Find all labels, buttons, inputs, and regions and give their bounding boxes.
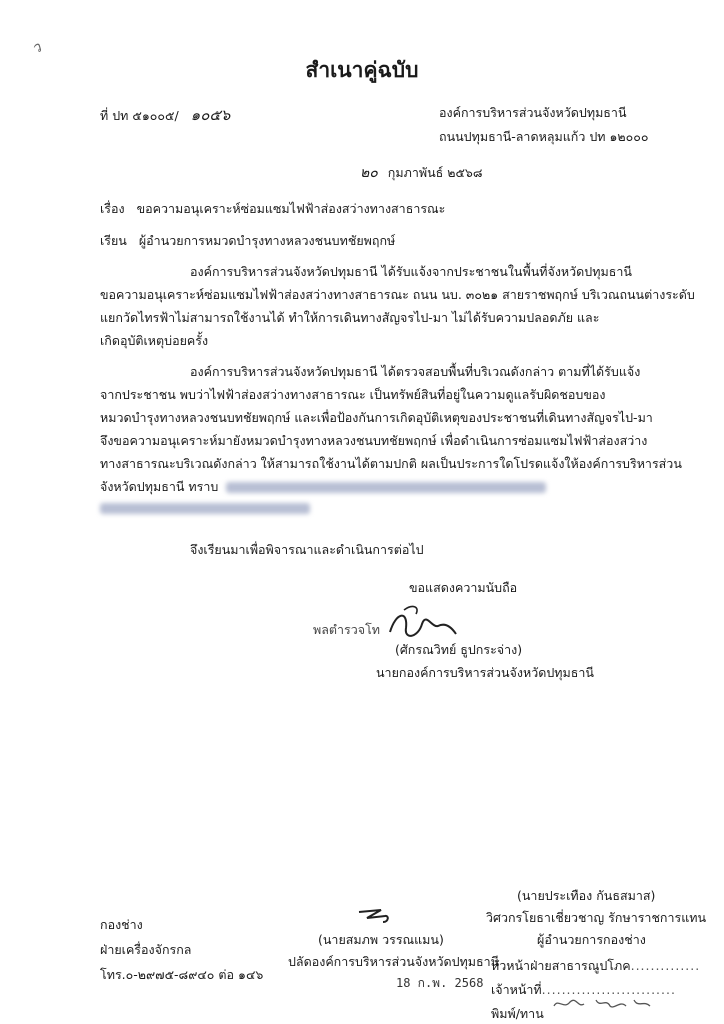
paragraph-2-line-6	[100, 477, 546, 497]
signatory-name: (ศักรณวิทย์ ธูปกระจ่าง)	[395, 642, 523, 657]
engineer-position-1: วิศวกรโยธาเชี่ยวชาญ รักษาราชการแทน	[486, 910, 707, 925]
engineer-position-2: ผู้อำนวยการกองช่าง	[537, 932, 646, 947]
engineer-name: (นายประเทือง กันธสมาส)	[517, 888, 656, 903]
contact-phone: โทร.๐-๒๙๗๕-๘๙๔๐ ต่อ ๑๔๖	[100, 967, 264, 982]
date-month-year: กุมภาพันธ์ ๒๕๖๘	[387, 165, 483, 180]
paragraph-2-line-2: จากประชาชน พบว่าไฟฟ้าส่องสว่างทางสาธารณะ เป็นทรัพย์สินที่อยู่ในความดูแลรับผิดชอบของ	[100, 387, 606, 402]
signatory-position: นายกองค์การบริหารส่วนจังหวัดปทุมธานี	[376, 665, 594, 680]
deputy-name: (นายสมภพ วรรณแมน)	[318, 932, 444, 947]
subject-text: ขอความอนุเคราะห์ซ่อมแซมไฟฟ้าส่องสว่างทางสาธารณะ	[136, 201, 446, 216]
corner-handwritten-mark: ว	[28, 38, 45, 58]
line-typist-label: พิมพ์/ทาน	[491, 1006, 544, 1021]
reference-prefix: ที่ ปท ๕๑๐๐๕/	[100, 108, 179, 123]
initial-scribble	[355, 904, 395, 928]
subject-label: เรื่อง	[100, 201, 125, 216]
paragraph-2-line-3: หมวดบำรุงทางหลวงชนบทชัยพฤกษ์ และเพื่อป้องกันการเกิดอุบัติเหตุของประชาชนที่เดินทางสัญจรไป-มา	[100, 410, 653, 425]
line-officer-label: เจ้าหน้าที่	[491, 982, 542, 997]
received-date-stamp: 18 ก.พ. 2568	[396, 976, 484, 990]
reference-number	[100, 103, 230, 127]
signature-rank: พลตำรวจโท	[313, 622, 381, 637]
contact-division: กองช่าง	[100, 917, 143, 932]
paragraph-2-line-1: องค์การบริหารส่วนจังหวัดปทุมธานี ได้ตรวจสอบพื้นที่บริเวณดังกล่าว ตามที่ได้รับแจ้ง	[190, 364, 641, 379]
regards: ขอแสดงความนับถือ	[409, 580, 518, 595]
paragraph-2-line-6-text: จังหวัดปทุมธานี ทราบ	[100, 479, 219, 494]
paragraph-1-line-1: องค์การบริหารส่วนจังหวัดปทุมธานี ได้รับแจ้งจากประชาชนในพื้นที่จังหวัดปทุมธานี	[190, 264, 632, 279]
sender-address: ถนนปทุมธานี-ลาดหลุมแก้ว ปท ๑๒๐๐๐	[439, 129, 649, 144]
paragraph-2-line-4: จึงขอความอนุเคราะห์มายังหมวดบำรุงทางหลวงชนบทชัยพฤกษ์ เพื่อดำเนินการซ่อมแซมไฟฟ้าส่องสว่าง	[100, 433, 648, 448]
recipient-line	[100, 231, 395, 251]
typist-handwriting	[548, 992, 658, 1014]
line-head-label: หัวหน้าฝ่ายสาธารณูปโภค	[491, 958, 631, 973]
reference-handwritten-number: ๑๐๕๖	[190, 106, 231, 124]
paragraph-2-line-5: ทางสาธารณะบริเวณดังกล่าว ให้สามารถใช้งานได้ตามปกติ ผลเป็นประการใดโปรดแจ้งให้องค์การบริหารส่วน	[100, 456, 682, 471]
paragraph-1-line-2: ขอความอนุเคราะห์ซ่อมแซมไฟฟ้าส่องสว่างทางสาธารณะ ถนน นบ. ๓๐๒๑ สายราชพฤกษ์ บริเวณถนนต่างระดับ	[100, 287, 695, 302]
line-typist	[491, 1004, 544, 1024]
deputy-position: ปลัดองค์การบริหารส่วนจังหวัดปทุมธานี	[288, 954, 500, 969]
subject-line	[100, 199, 445, 219]
closing-sentence: จึงเรียนมาเพื่อพิจารณาและดำเนินการต่อไป	[190, 542, 424, 557]
line-officer: เจ้าหน้าที่...........................	[491, 982, 676, 997]
redacted-text	[226, 482, 546, 493]
recipient-text: ผู้อำนวยการหมวดบำรุงทางหลวงชนบทชัยพฤกษ์	[138, 233, 396, 248]
date-day-handwritten: ๒๐	[360, 165, 378, 181]
contact-section: ฝ่ายเครื่องจักรกล	[100, 942, 192, 957]
document-title: สำเนาคู่ฉบับ	[305, 58, 419, 82]
sender-org: องค์การบริหารส่วนจังหวัดปทุมธานี	[439, 105, 627, 120]
document-date	[360, 162, 483, 184]
paragraph-1-line-4: เกิดอุบัติเหตุบ่อยครั้ง	[100, 333, 209, 348]
redacted-text	[100, 503, 310, 514]
line-head-public-utilities: หัวหน้าฝ่ายสาธารณูปโภค..............	[491, 958, 701, 973]
recipient-label: เรียน	[100, 233, 127, 248]
redacted-line	[100, 500, 310, 515]
paragraph-1-line-3: แยกวัดไทรฟ้าไม่สามารถใช้งานได้ ทำให้การเดินทางสัญจรไป-มา ไม่ได้รับความปลอดภัย และ	[100, 310, 600, 325]
